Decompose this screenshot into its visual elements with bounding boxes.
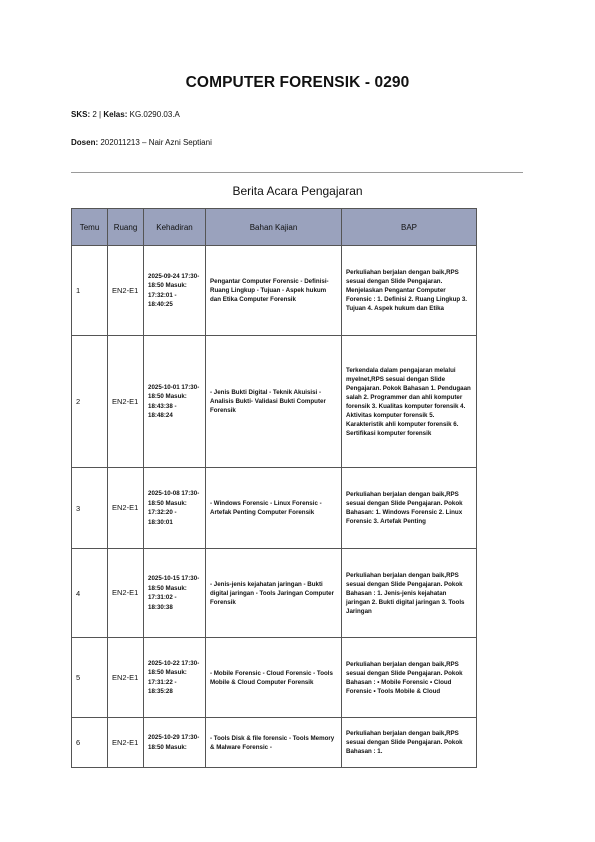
ruang-cell: EN2-E1 bbox=[108, 468, 144, 549]
bap-cell: Perkuliahan berjalan dengan baik,RPS sesuai dengan Slide Pengajaran. Pokok Bahasan : 1. Jenis-jenis kejahatan jaringan 2. Bukti digital jaringan 3. Tools Jaringan bbox=[342, 549, 477, 638]
page-title: COMPUTER FORENSIK - 0290 bbox=[185, 74, 410, 91]
ruang-cell: EN2-E1 bbox=[108, 336, 144, 468]
table-row bbox=[72, 549, 477, 638]
bahan-kajian-cell: - Mobile Forensic - Cloud Forensic - Tools Mobile & Cloud Computer Forensik bbox=[206, 638, 342, 718]
column-header-bap: BAP bbox=[342, 209, 477, 246]
course-info-line bbox=[71, 110, 180, 119]
table-row bbox=[72, 246, 477, 336]
ruang-cell: EN2-E1 bbox=[108, 246, 144, 336]
dosen-label: Dosen: bbox=[71, 138, 99, 147]
section-title: Berita Acara Pengajaran bbox=[232, 184, 363, 198]
sks-label: SKS: bbox=[71, 110, 91, 119]
kelas-value: KG.0290.03.A bbox=[129, 110, 180, 119]
temu-cell: 5 bbox=[72, 638, 108, 718]
kelas-label: Kelas: bbox=[103, 110, 128, 119]
bap-cell: Terkendala dalam pengajaran melalui myelnet,RPS sesuai dengan Slide Pengajaran. Pokok Bahasan 1. Pendugaan salah 2. Programmer dan ahli komputer forensik 3. Kualitas komputer forensik 4. Aktivitas komputer forensik 5. Karakteristik ahli komputer forensik 6. Sertifikasi komputer forensik bbox=[342, 336, 477, 468]
kehadiran-cell: 2025-10-22 17:30-18:50 Masuk: 17:31:22 - 18:35:28 bbox=[144, 638, 206, 718]
bahan-kajian-cell: - Jenis-jenis kejahatan jaringan - Bukti digital jaringan - Tools Jaringan Computer Forensik bbox=[206, 549, 342, 638]
ruang-cell: EN2-E1 bbox=[108, 718, 144, 768]
temu-cell: 2 bbox=[72, 336, 108, 468]
kehadiran-cell: 2025-10-08 17:30-18:50 Masuk: 17:32:20 - 18:30:01 bbox=[144, 468, 206, 549]
bap-cell: Perkuliahan berjalan dengan baik,RPS sesuai dengan Slide Pengajaran. Pokok Bahasan : • Mobile Forensic • Cloud Forensic • Tools Mobile & Cloud bbox=[342, 638, 477, 718]
column-header-temu: Temu bbox=[72, 209, 108, 246]
bahan-kajian-cell: - Jenis Bukti Digital - Teknik Akuisisi - Analisis Bukti- Validasi Bukti Computer Forensik bbox=[206, 336, 342, 468]
ruang-cell: EN2-E1 bbox=[108, 638, 144, 718]
bap-cell: Perkuliahan berjalan dengan baik,RPS sesuai dengan Slide Pengajaran. Pokok Bahasan : 1. bbox=[342, 718, 477, 768]
kehadiran-cell: 2025-10-15 17:30-18:50 Masuk: 17:31:02 - 18:30:38 bbox=[144, 549, 206, 638]
ruang-cell: EN2-E1 bbox=[108, 549, 144, 638]
lecturer-line bbox=[71, 138, 212, 147]
table-row bbox=[72, 336, 477, 468]
bahan-kajian-cell: - Windows Forensic - Linux Forensic - Artefak Penting Computer Forensik bbox=[206, 468, 342, 549]
divider bbox=[71, 172, 523, 173]
temu-cell: 6 bbox=[72, 718, 108, 768]
kehadiran-cell: 2025-10-29 17:30-18:50 Masuk: bbox=[144, 718, 206, 768]
bahan-kajian-cell: - Tools Disk & file forensic - Tools Memory & Malware Forensic - bbox=[206, 718, 342, 768]
temu-cell: 4 bbox=[72, 549, 108, 638]
table-row bbox=[72, 718, 477, 768]
dosen-value: 202011213 – Nair Azni Septiani bbox=[100, 138, 212, 147]
bap-cell: Perkuliahan berjalan dengan baik,RPS sesuai dengan Slide Pengajaran. Pokok Bahasan: 1. Windows Forensic 2. Linux Forensic 3. Artefak Penting bbox=[342, 468, 477, 549]
bahan-kajian-cell: Pengantar Computer Forensic - Definisi- Ruang Lingkup - Tujuan - Aspek hukum dan Etika Computer Forensik bbox=[206, 246, 342, 336]
column-header-kehadiran: Kehadiran bbox=[144, 209, 206, 246]
temu-cell: 3 bbox=[72, 468, 108, 549]
bap-cell: Perkuliahan berjalan dengan baik,RPS sesuai dengan Slide Pengajaran. Menjelaskan Pengantar Computer Forensic : 1. Definisi 2. Ruang Lingkup 3. Tujuan 4. Aspek hukum dan Etika bbox=[342, 246, 477, 336]
column-header-ruang: Ruang bbox=[108, 209, 144, 246]
sks-value: 2 bbox=[92, 110, 97, 119]
table-row bbox=[72, 468, 477, 549]
temu-cell: 1 bbox=[72, 246, 108, 336]
kehadiran-cell: 2025-10-01 17:30-18:50 Masuk: 18:43:38 - 18:48:24 bbox=[144, 336, 206, 468]
column-header-bahan-kajian: Bahan Kajian bbox=[206, 209, 342, 246]
kehadiran-cell: 2025-09-24 17:30-18:50 Masuk: 17:32:01 - 18:40:25 bbox=[144, 246, 206, 336]
bap-table bbox=[71, 208, 477, 768]
table-row bbox=[72, 638, 477, 718]
separator: | bbox=[99, 110, 102, 119]
table-header-row bbox=[72, 209, 477, 246]
